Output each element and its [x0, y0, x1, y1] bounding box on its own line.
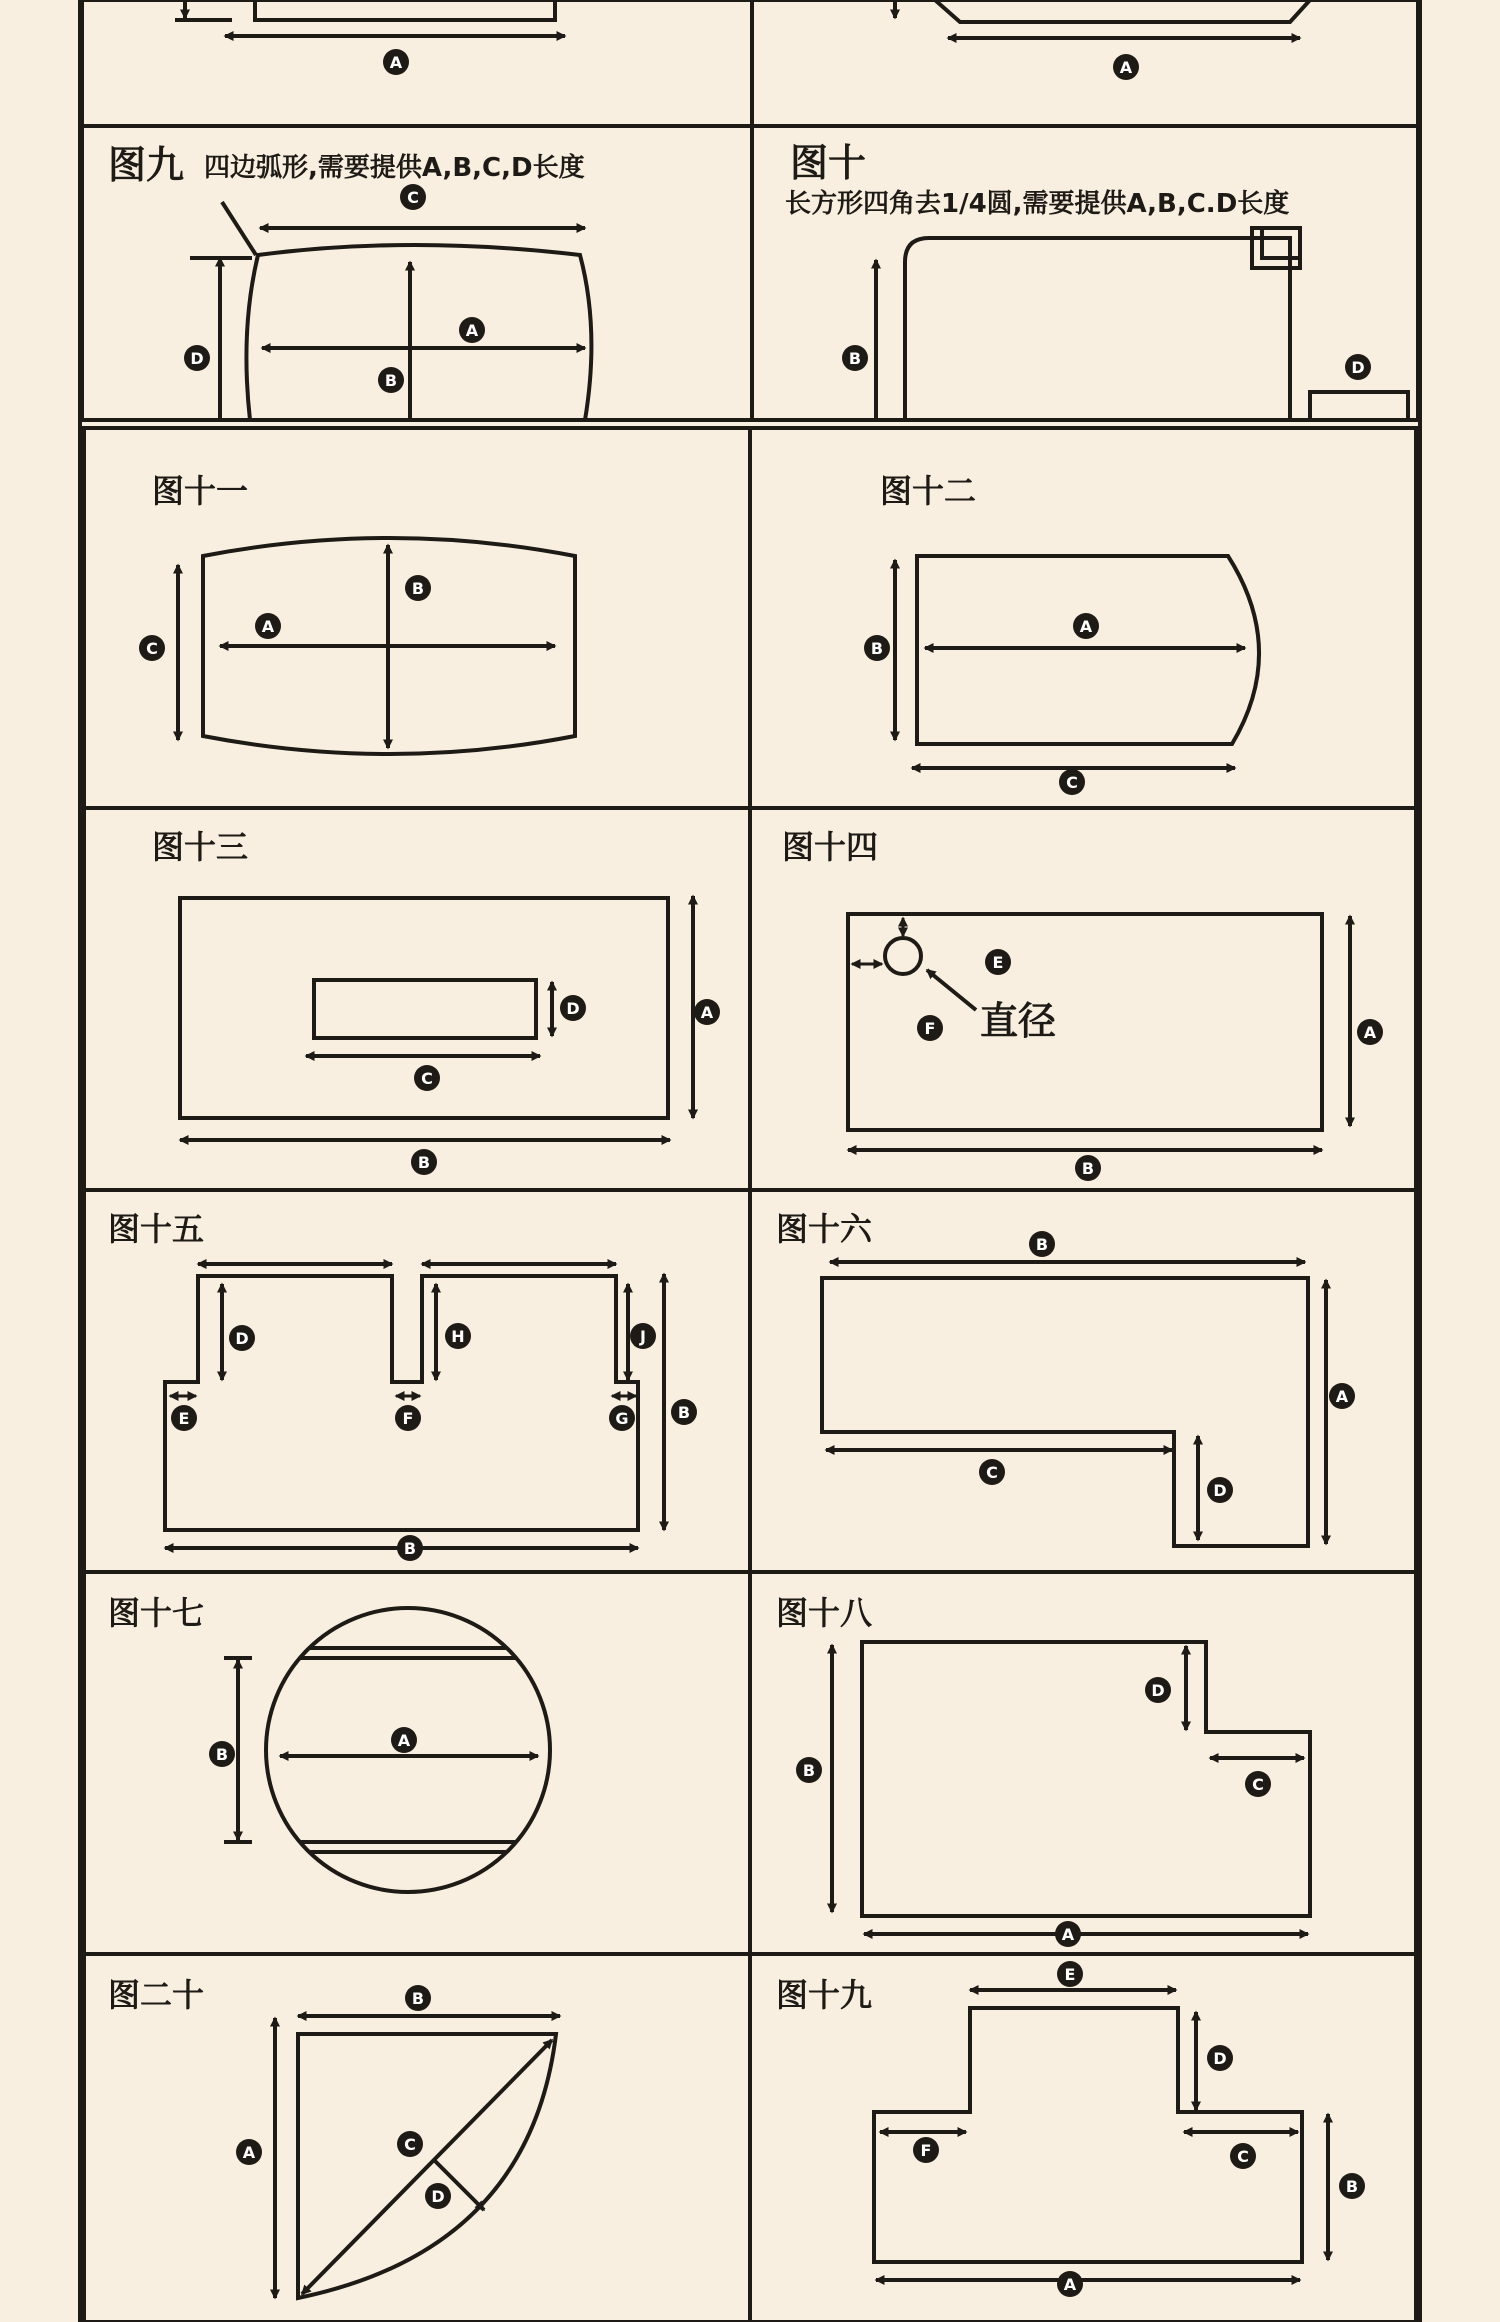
badge-letter: E	[1064, 1965, 1076, 1984]
fig9-label-b	[378, 367, 404, 393]
badge-letter: C	[1066, 773, 1078, 792]
fig9-label-d	[184, 345, 210, 371]
badge-letter: H	[451, 1327, 465, 1346]
fig15-title: 图十五	[108, 1210, 205, 1248]
badge-letter: A	[261, 617, 275, 636]
badge-letter: A	[1335, 1387, 1349, 1406]
badge-letter: B	[870, 639, 884, 658]
fig15-label-f	[395, 1405, 421, 1431]
badge-letter: C	[407, 188, 419, 207]
badge-letter: B	[677, 1403, 691, 1422]
fig20-label-b	[405, 1985, 431, 2011]
fig18-label-b	[796, 1757, 822, 1783]
badge-letter: C	[1237, 2147, 1249, 2166]
badge-letter: A	[700, 1003, 714, 1022]
fig14-callout: 直径	[980, 999, 1057, 1043]
fig18-label-c	[1245, 1771, 1271, 1797]
badge-letter: A	[1063, 2275, 1077, 2294]
fig15-label-g	[609, 1405, 635, 1431]
badge-letter: B	[1035, 1235, 1049, 1254]
badge-letter: B	[384, 371, 398, 390]
fig20-label-c	[397, 2131, 423, 2157]
badge-letter: F	[920, 2141, 932, 2160]
fig14-label-a	[1357, 1019, 1383, 1045]
badge-letter: A	[389, 53, 403, 72]
fig16-label-a	[1329, 1383, 1355, 1409]
badge-letter: C	[421, 1069, 433, 1088]
fig16-title: 图十六	[776, 1210, 873, 1248]
fig14-label-f	[917, 1015, 943, 1041]
fig9-label-a	[459, 317, 485, 343]
badge-letter: B	[215, 1745, 229, 1764]
fig14-label-e	[985, 949, 1011, 975]
badge-letter: D	[1213, 1481, 1227, 1500]
fig15-label-b	[671, 1399, 697, 1425]
fig13-label-d	[560, 995, 586, 1021]
badge-letter: D	[431, 2187, 445, 2206]
fig9-label-c	[400, 184, 426, 210]
fig10-title: 图十	[790, 141, 867, 185]
fig14-label-b	[1075, 1155, 1101, 1181]
badge-letter: C	[1252, 1775, 1264, 1794]
fig19-label-a	[1057, 2271, 1083, 2297]
fig11-label-c	[139, 635, 165, 661]
badge-letter: J	[640, 1327, 646, 1346]
badge-letter: B	[1345, 2177, 1359, 2196]
fig13-label-a	[694, 999, 720, 1025]
fig18-label-a	[1055, 1921, 1081, 1947]
badge-letter: C	[986, 1463, 998, 1482]
fig9-caption: 四边弧形,需要提供A,B,C,D长度	[204, 153, 585, 183]
badge-letter: E	[992, 953, 1004, 972]
fig17-label-b	[209, 1741, 235, 1767]
badge-letter: A	[1119, 58, 1133, 77]
fig15-label-h	[445, 1323, 471, 1349]
fig11-title: 图十一	[152, 472, 249, 510]
fig18-label-d	[1145, 1677, 1171, 1703]
badge-letter: B	[848, 349, 862, 368]
fig15-label-e	[171, 1405, 197, 1431]
fig18-title: 图十八	[776, 1594, 873, 1632]
badge-letter: B	[802, 1761, 816, 1780]
fig19-label-f	[913, 2137, 939, 2163]
badge-letter: A	[1061, 1925, 1075, 1944]
badge-letter: A	[397, 1731, 411, 1750]
badge-letter: B	[403, 1539, 417, 1558]
fig-top_left-label-a	[383, 49, 409, 75]
badge-letter: C	[146, 639, 158, 658]
badge-letter: A	[465, 321, 479, 340]
badge-letter: D	[235, 1329, 249, 1348]
fig15-label-b	[397, 1535, 423, 1561]
fig16-label-c	[979, 1459, 1005, 1485]
badge-letter: E	[178, 1409, 190, 1428]
fig12-label-b	[864, 635, 890, 661]
badge-letter: D	[1213, 2049, 1227, 2068]
fig12-label-a	[1073, 613, 1099, 639]
fig12-title: 图十二	[880, 472, 977, 510]
badge-letter: B	[411, 579, 425, 598]
badge-letter: B	[411, 1989, 425, 2008]
fig19-label-e	[1057, 1961, 1083, 1987]
badge-letter: D	[566, 999, 580, 1018]
badge-letter: A	[1363, 1023, 1377, 1042]
fig13-label-b	[411, 1149, 437, 1175]
badge-letter: A	[242, 2143, 256, 2162]
fig10-label-d	[1345, 354, 1371, 380]
badge-letter: D	[1151, 1681, 1165, 1700]
badge-letter: F	[924, 1019, 936, 1038]
fig13-label-c	[414, 1065, 440, 1091]
fig15-label-d	[229, 1325, 255, 1351]
fig11-label-b	[405, 575, 431, 601]
fig20-label-d	[425, 2183, 451, 2209]
fig16-label-d	[1207, 1477, 1233, 1503]
badge-letter: B	[1081, 1159, 1095, 1178]
fig-top_right-label-a	[1113, 54, 1139, 80]
fig19-label-b	[1339, 2173, 1365, 2199]
badge-letter: F	[402, 1409, 414, 1428]
fig19-label-d	[1207, 2045, 1233, 2071]
badge-letter: D	[1351, 358, 1365, 377]
fig9-title: 图九	[108, 143, 185, 187]
fig19-title: 图十九	[776, 1976, 873, 2014]
fig12-label-c	[1059, 769, 1085, 795]
fig20-label-a	[236, 2139, 262, 2165]
fig20-title: 图二十	[108, 1976, 205, 2014]
fig17-title: 图十七	[108, 1594, 205, 1632]
fig13-title: 图十三	[152, 828, 249, 866]
fig17-label-a	[391, 1727, 417, 1753]
fig16-label-b	[1029, 1231, 1055, 1257]
fig19-label-c	[1230, 2143, 1256, 2169]
badge-letter: C	[404, 2135, 416, 2154]
fig15-label-j	[630, 1323, 656, 1349]
fig10-label-b	[842, 345, 868, 371]
badge-letter: G	[615, 1409, 629, 1428]
badge-letter: B	[417, 1153, 431, 1172]
fig14-title: 图十四	[782, 828, 879, 866]
fig10-caption: 长方形四角去1/4圆,需要提供A,B,C.D长度	[785, 189, 1290, 219]
badge-letter: A	[1079, 617, 1093, 636]
fig11-label-a	[255, 613, 281, 639]
badge-letter: D	[190, 349, 204, 368]
